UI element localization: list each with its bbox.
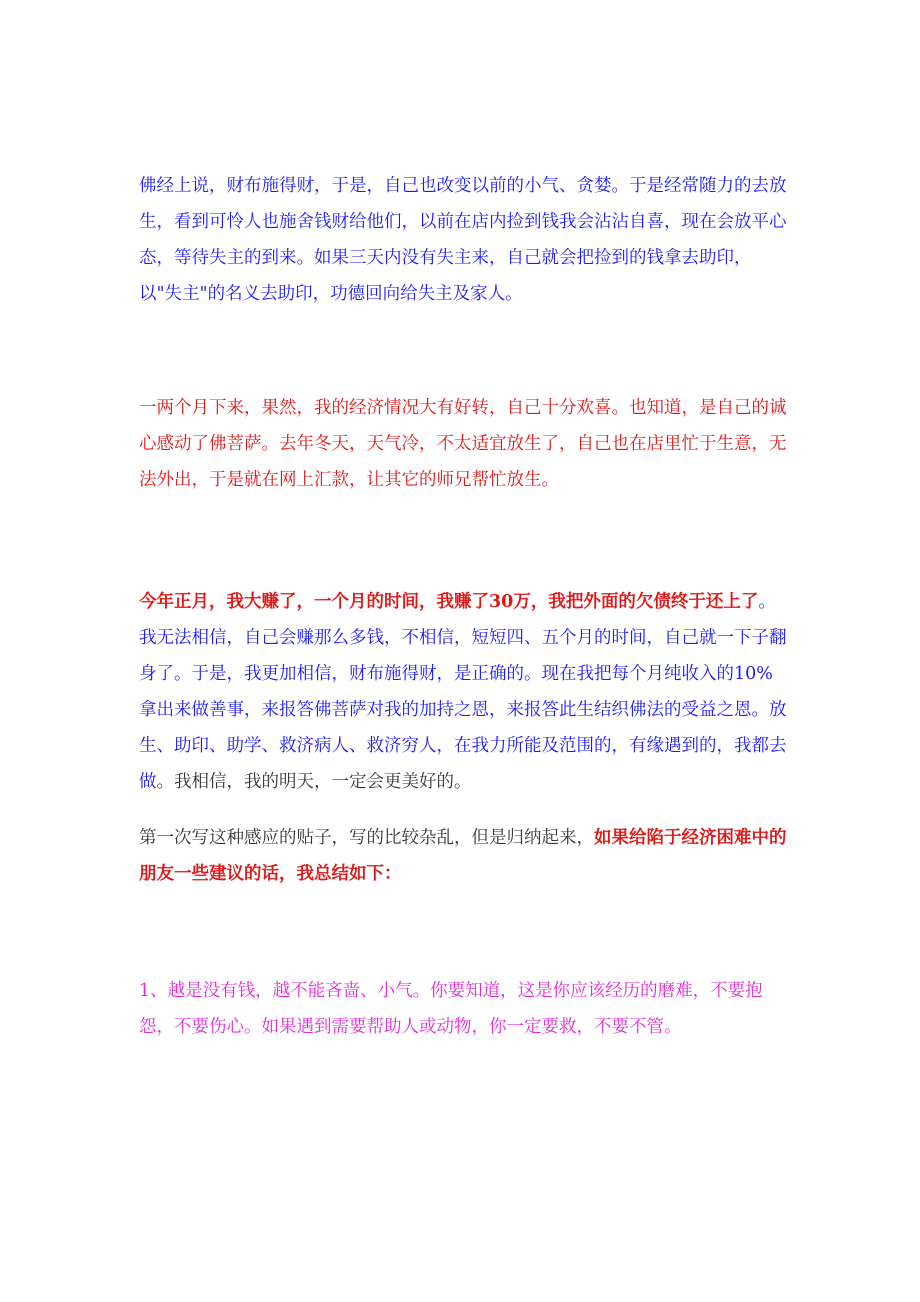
paragraph-4-bold-text: 如果给陷于经济困难中的朋友一些建议的话，我总结如下： [139, 828, 787, 884]
paragraph-3 [139, 584, 787, 800]
paragraph-1-text: 佛经上说，财布施得财，于是，自己也改变以前的小气、贪婪。于是经常随力的去放生，看到可怜人也施舍钱财给他们，以前在店内捡到钱我会沾沾自喜，现在会放平心态，等待失主的到来。如果三天内没有失主来，自己就会把捡到的钱拿去助印，以"失主"的名义去助印，功德回向给失主及家人。 [139, 176, 787, 304]
paragraph-2 [139, 390, 787, 498]
paragraph-3-text: 。我无法相信，自己会赚那么多钱，不相信，短短四、五个月的时间，自己就一下子翻身了。于是，我更加相信，财布施得财，是正确的。现在我把每个月纯收入的10%拿出来做善事，来报答佛菩萨对我的加持之恩，来报答此生结织佛法的受益之恩。放生、助印、助学、救济病人、救济穷人，在我力所能及范围的，有缘遇到的，我都去做 [139, 592, 787, 792]
paragraph-3-tail-text: 。我相信，我的明天，一定会更美好的。 [156, 772, 472, 792]
paragraph-5 [139, 973, 787, 1045]
paragraph-5-text: 1、越是没有钱，越不能吝啬、小气。你要知道，这是你应该经历的磨难，不要抱怨，不要伤心。如果遇到需要帮助人或动物，你一定要救，不要不管。 [139, 981, 763, 1037]
paragraph-1 [139, 168, 787, 312]
paragraph-4 [139, 820, 787, 892]
paragraph-3-bold-text: 今年正月，我大赚了，一个月的时间，我赚了30万，我把外面的欠债终于还上了 [139, 592, 759, 612]
paragraph-2-text: 一两个月下来，果然，我的经济情况大有好转，自己十分欢喜。也知道，是自己的诚心感动了佛菩萨。去年冬天，天气冷，不太适宜放生了，自己也在店里忙于生意，无法外出，于是就在网上汇款，让其它的师兄帮忙放生。 [139, 398, 787, 490]
paragraph-4-text: 第一次写这种感应的贴子，写的比较杂乱，但是归纳起来， [139, 828, 594, 848]
